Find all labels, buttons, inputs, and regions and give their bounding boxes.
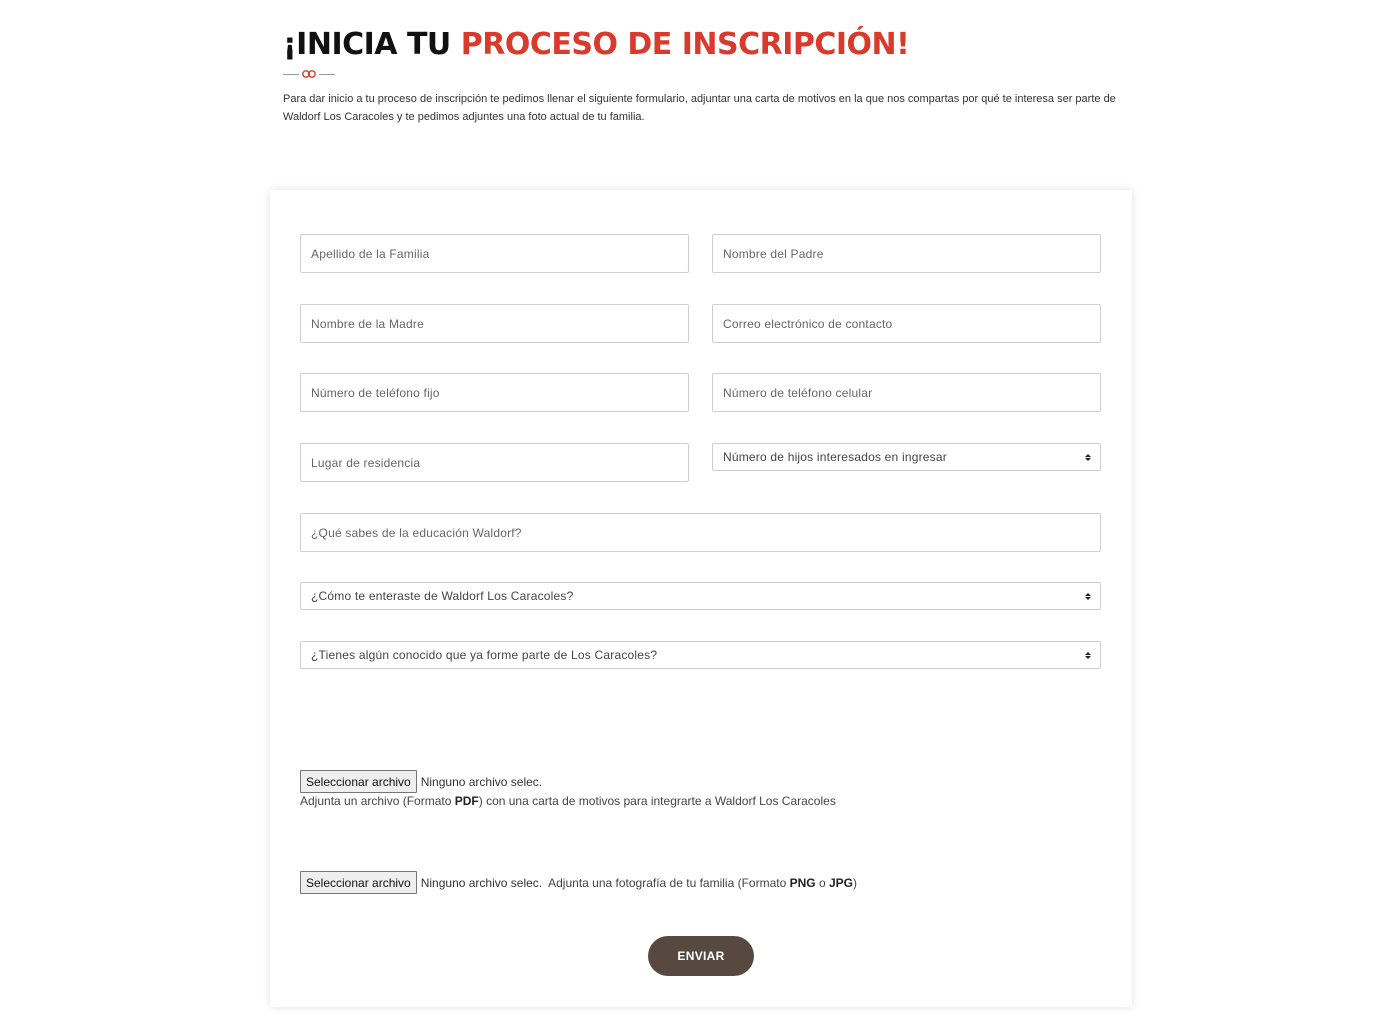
contact-email-placeholder: Correo electrónico de contacto (723, 316, 893, 331)
family-photo-hint (548, 876, 857, 890)
mobile-phone-input[interactable] (712, 373, 1101, 412)
snail-ornament-icon (300, 68, 318, 80)
family-surname-placeholder: Apellido de la Familia (311, 246, 430, 261)
select-arrows-icon (1076, 652, 1100, 659)
title-part-1: ¡INICIA TU (283, 27, 451, 62)
contact-email-input[interactable] (712, 304, 1101, 343)
children-count-value: Número de hijos interesados en ingresar (723, 450, 947, 464)
waldorf-knowledge-placeholder: ¿Qué sabes de la educación Waldorf? (311, 525, 522, 540)
referral-source-select[interactable] (300, 582, 1101, 610)
father-name-placeholder: Nombre del Padre (723, 246, 824, 261)
hint-text: Adjunta una fotografía de tu familia (Formato (548, 875, 790, 890)
hint-text: ) (852, 875, 857, 890)
hint-text: Adjunta un archivo (Formato (300, 794, 455, 808)
submit-button[interactable]: ENVIAR (648, 936, 754, 976)
hint-format-png: PNG (789, 875, 816, 890)
family-photo-upload (300, 871, 857, 894)
title-divider (283, 68, 1123, 80)
divider-line-right (319, 74, 335, 75)
motivation-letter-file-status: Ninguno archivo selec. (420, 774, 543, 789)
divider-line-left (283, 74, 299, 75)
mother-name-placeholder: Nombre de la Madre (311, 316, 424, 331)
mother-name-input[interactable] (300, 304, 689, 343)
family-surname-input[interactable] (300, 234, 689, 273)
page-title (283, 24, 1123, 66)
family-photo-file-status: Ninguno archivo selec. (420, 875, 543, 890)
mobile-phone-placeholder: Número de teléfono celular (723, 385, 873, 400)
acquaintance-select[interactable] (300, 641, 1101, 669)
select-arrows-icon (1076, 454, 1100, 461)
family-photo-file-button[interactable]: Seleccionar archivo (300, 871, 417, 894)
title-part-2: PROCESO DE INSCRIPCIÓN! (460, 27, 910, 62)
hint-text: o (815, 875, 829, 890)
page-header (283, 24, 1123, 126)
landline-phone-placeholder: Número de teléfono fijo (311, 385, 440, 400)
registration-form (270, 190, 1132, 1007)
motivation-letter-file-button[interactable]: Seleccionar archivo (300, 770, 417, 793)
select-arrows-icon (1076, 593, 1100, 600)
landline-phone-input[interactable] (300, 373, 689, 412)
referral-source-value: ¿Cómo te enteraste de Waldorf Los Caracoles? (311, 589, 574, 603)
hint-format-jpg: JPG (828, 875, 853, 890)
father-name-input[interactable] (712, 234, 1101, 273)
motivation-letter-upload (300, 770, 542, 793)
residence-input[interactable] (300, 443, 689, 482)
residence-placeholder: Lugar de residencia (311, 455, 421, 470)
acquaintance-value: ¿Tienes algún conocido que ya forme parte de Los Caracoles? (311, 648, 658, 662)
hint-format-pdf: PDF (454, 794, 479, 808)
waldorf-knowledge-input[interactable] (300, 513, 1101, 552)
intro-text: Para dar inicio a tu proceso de inscripción te pedimos llenar el siguiente formulario, adjuntar una carta de motivos en la que nos compartas por qué te interesa ser parte de Waldorf Los Caracoles y te pedimos adjuntes una foto actual de tu familia. (283, 93, 1116, 123)
motivation-letter-hint (300, 794, 836, 808)
children-count-select[interactable] (712, 443, 1101, 471)
hint-text: ) con una carta de motivos para integrarte a Waldorf Los Caracoles (478, 794, 836, 808)
